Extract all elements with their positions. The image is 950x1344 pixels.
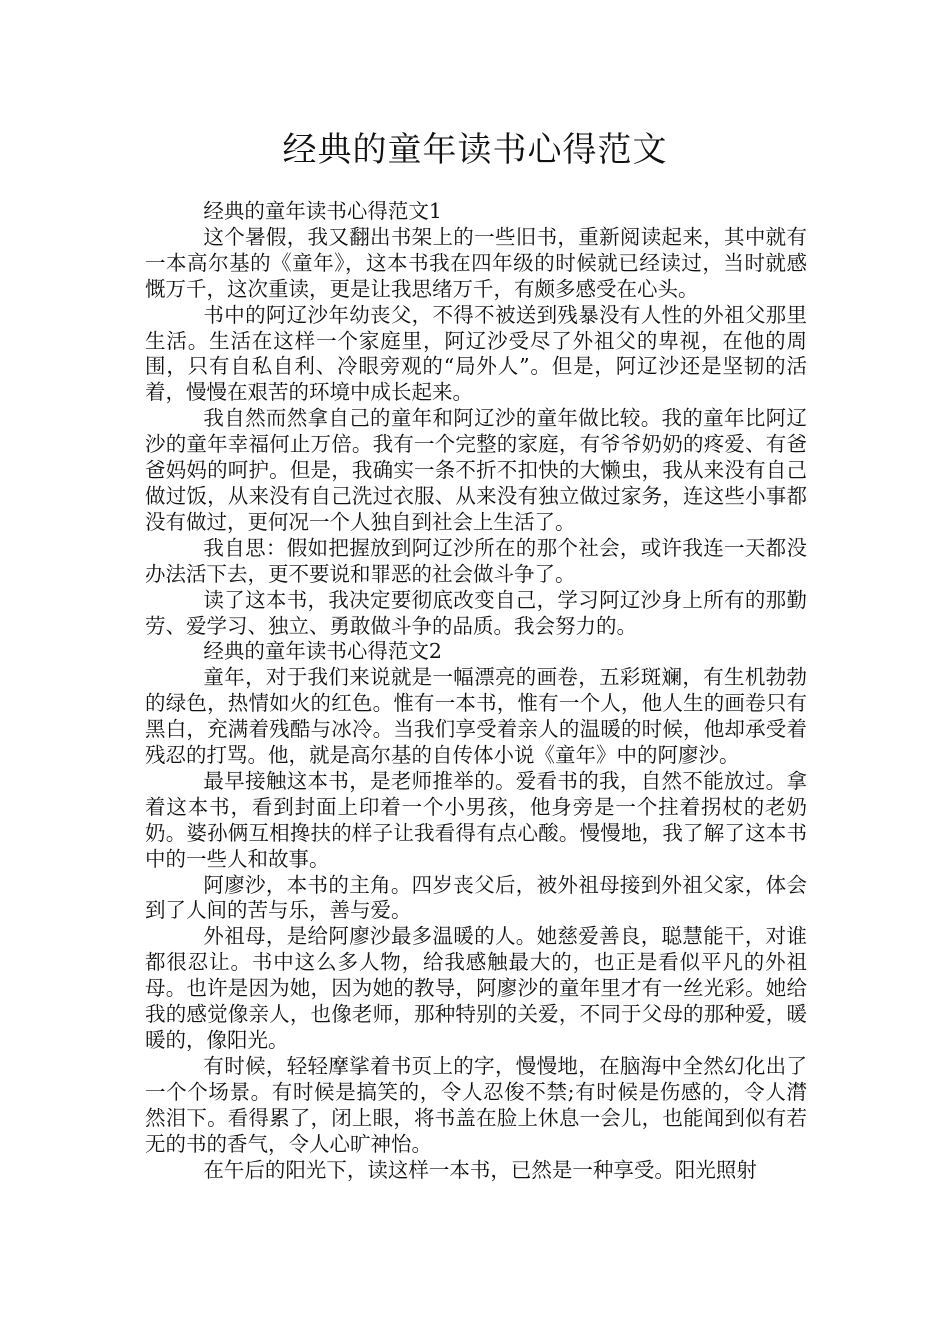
paragraph: 这个暑假，我又翻出书架上的一些旧书，重新阅读起来，其中就有一本高尔基的《童年》，这本书我在四年级的时候就已经读过，当时就感慨万千，这次重读，更是让我思绪万千，有颇多感受在心头。 xyxy=(145,224,807,301)
section-heading-1: 经典的童年读书心得范文1 xyxy=(203,199,442,223)
paragraph: 读了这本书，我决定要彻底改变自己，学习阿辽沙身上所有的那勤劳、爱学习、独立、勇敢做斗争的品质。我会努力的。 xyxy=(145,587,807,638)
paragraph: 书中的阿辽沙年幼丧父，不得不被送到残暴没有人性的外祖父那里生活。生活在这样一个家庭里，阿辽沙受尽了外祖父的卑视，在他的周围，只有自私自利、冷眼旁观的“局外人”。但是，阿辽沙还是坚韧的活着，慢慢在艰苦的环境中成长起来。 xyxy=(145,302,807,405)
paragraph: 阿廖沙，本书的主角。四岁丧父后，被外祖母接到外祖父家，体会到了人间的苦与乐，善与爱。 xyxy=(145,872,807,923)
paragraph: 童年，对于我们来说就是一幅漂亮的画卷，五彩斑斓，有生机勃勃的绿色，热情如火的红色。惟有一本书，惟有一个人，他人生的画卷只有黑白，充满着残酷与冰冷。当我们享受着亲人的温暖的时候，他却承受着残忍的打骂。他，就是高尔基的自传体小说《童年》中的阿廖沙。 xyxy=(145,665,807,768)
paragraph: 外祖母，是给阿廖沙最多温暖的人。她慈爱善良，聪慧能干，对谁都很忍让。书中这么多人物，给我感触最大的，也正是看似平凡的外祖母。也许是因为她，因为她的教导，阿廖沙的童年里才有一丝光彩。她给我的感觉像亲人，也像老师，那种特别的关爱，不同于父母的那种爱，暖暖的，像阳光。 xyxy=(145,924,807,1052)
paragraph: 在午后的阳光下，读这样一本书，已然是一种享受。阳光照射 xyxy=(203,1157,757,1182)
paragraph: 我自然而然拿自己的童年和阿辽沙的童年做比较。我的童年比阿辽沙的童年幸福何止万倍。我有一个完整的家庭，有爷爷奶奶的疼爱、有爸爸妈妈的呵护。但是，我确实一条不折不扣快的大懒虫，我从来没有自己做过饭，从来没有自己洗过衣服、从来没有独立做过家务，连这些小事都没有做过，更何况一个人独自到社会上生活了。 xyxy=(145,406,807,534)
document-body xyxy=(145,199,807,1183)
paragraph: 我自思：假如把握放到阿辽沙所在的那个社会，或许我连一天都没办法活下去，更不要说和罪恶的社会做斗争了。 xyxy=(145,535,807,586)
paragraph: 有时候，轻轻摩挲着书页上的字，慢慢地，在脑海中全然幻化出了一个个场景。有时候是搞笑的，令人忍俊不禁;有时候是伤感的，令人潸然泪下。看得累了，闭上眼，将书盖在脸上休息一会儿，也能闻到似有若无的书的香气，令人心旷神怡。 xyxy=(145,1053,807,1156)
paragraph: 最早接触这本书，是老师推举的。爱看书的我，自然不能放过。拿着这本书，看到封面上印着一个小男孩，他身旁是一个拄着拐杖的老奶奶。婆孙俩互相搀扶的样子让我看得有点心酸。慢慢地，我了解了这本书中的一些人和故事。 xyxy=(145,768,807,871)
section-heading-2: 经典的童年读书心得范文2 xyxy=(203,639,442,664)
document-title: 经典的童年读书心得范文 xyxy=(282,130,668,170)
